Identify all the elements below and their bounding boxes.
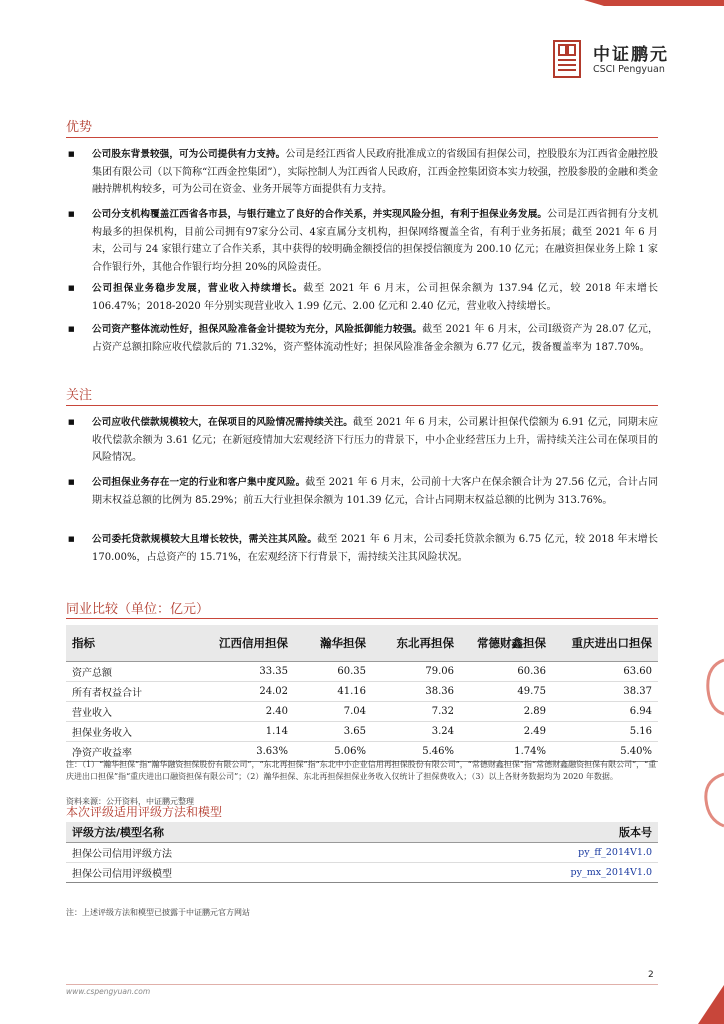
table-row	[66, 722, 658, 742]
table-cell: 6.94	[552, 702, 658, 722]
rating-method-table	[66, 822, 658, 883]
section-title-method: 本次评级适用评级方法和模型	[66, 805, 223, 819]
section-divider	[66, 618, 658, 619]
bullet-icon: ■	[68, 284, 75, 292]
item-body: 截至 2021 年 6 月末，公司委托贷款余额为 6.75 亿元，较 2018 年末增长 170.00%，占总资产的 15.71%，在宏观经济下行背景下，需持续关注其风险状况。	[92, 534, 659, 563]
table-cell: 24.02	[204, 682, 294, 702]
section-divider	[66, 405, 658, 406]
table-row	[66, 843, 658, 863]
table-cell: 资产总额	[66, 662, 204, 682]
section-title-peer: 同业比较（单位：亿元）	[66, 602, 210, 617]
item-lead: 公司担保业务存在一定的行业和客户集中度风险。	[92, 477, 306, 488]
bullet-icon: ■	[68, 418, 75, 426]
column-header: 指标	[66, 625, 204, 662]
table-cell: 5.06%	[294, 742, 372, 762]
data-source: 资料来源：公开资料，中证鹏元整理	[66, 797, 194, 806]
company-logo	[553, 40, 693, 82]
table-cell: 5.46%	[372, 742, 460, 762]
table-cell: 净资产收益率	[66, 742, 204, 762]
bullet-icon: ■	[68, 535, 75, 543]
item-body: 公司是江西省拥有分支机构最多的担保机构，目前公司拥有97家分公司、4家直属分支机构，担保网络覆盖全省，有利于业务拓展；截至 2021 年 6 月末，公司与 24 家银行建立了合作关系，其中获得的较明确金额授信的担保授信额度为 200.10 亿元；在融资担保业务上除 1 家合作银行外，其他合作银行均分担 20%的风险责任。	[92, 209, 659, 273]
logo-english-name: CSCI Pengyuan	[593, 64, 665, 75]
column-header: 版本号	[389, 822, 658, 843]
table-cell: 5.40%	[552, 742, 658, 762]
table-cell: 所有者权益合计	[66, 682, 204, 702]
table-cell: 担保公司信用评级方法	[66, 843, 389, 863]
section-title-concerns: 关注	[66, 388, 93, 403]
table-header-row	[66, 625, 658, 662]
table-cell: 营业收入	[66, 702, 204, 722]
item-lead: 公司分支机构覆盖江西省各市县，与银行建立了良好的合作关系，并实现风险分担，有利于担保业务发展。	[92, 209, 548, 220]
concern-item	[68, 531, 658, 566]
table-cell: 79.06	[372, 662, 460, 682]
table-cell: 担保公司信用评级模型	[66, 863, 389, 883]
table-row	[66, 863, 658, 883]
strength-item	[68, 206, 658, 276]
page-number: 2	[648, 970, 654, 980]
item-body: 截至 2021 年 6 月末，公司担保余额为 137.94 亿元，较 2018 年末增长 106.47%；2018-2020 年分别实现营业收入 1.99 亿元、2.00 亿元和 2.40 亿元，营业收入持续增长。	[92, 283, 659, 312]
item-body: 截至 2021 年 6 月末，公司累计担保代偿额为 6.91 亿元，同期末应收代偿款余额为 3.61 亿元；在新冠疫情加大宏观经济下行压力的背景下，中小企业经营压力上升，需持续关注公司在保项目的风险情况。	[92, 417, 658, 463]
bullet-icon: ■	[68, 210, 75, 218]
column-header: 评级方法/模型名称	[66, 822, 389, 843]
item-lead: 公司担保业务稳步发展，营业收入持续增长。	[92, 283, 304, 294]
table-cell: 41.16	[294, 682, 372, 702]
table-cell: 38.37	[552, 682, 658, 702]
concern-item	[68, 414, 658, 467]
item-body: 公司是经江西省人民政府批准成立的省级国有担保公司，控股股东为江西省金融控股集团有限公司（以下简称“江西金控集团”），实际控制人为江西省人民政府，江西金控集团资本实力较强，控股参股的金融和类金融持牌机构较多，可为公司在资金、业务开展等方面提供有力支持。	[92, 149, 659, 195]
item-lead: 公司委托贷款规模较大且增长较快，需关注其风险。	[92, 534, 318, 545]
column-header: 瀚华担保	[294, 625, 372, 662]
item-lead: 公司股东背景较强，可为公司提供有力支持。	[92, 149, 286, 160]
concern-item	[68, 474, 658, 509]
table-cell: 60.36	[460, 662, 552, 682]
footer-divider	[66, 984, 658, 985]
table-cell: 33.35	[204, 662, 294, 682]
table-cell: 1.74%	[460, 742, 552, 762]
item-body: 截至 2021 年 6 月末，公司Ⅰ级资产为 28.07 亿元，占资产总额扣除应收代偿款后的 71.32%，资产整体流动性好；担保风险准备金余额为 6.77 亿元，拨备覆盖率为 187.70%。	[92, 324, 658, 353]
section-divider	[66, 137, 658, 138]
item-body: 截至 2021 年 6 月末，公司前十大客户在保余额合计为 27.56 亿元，合计占同期末权益总额的比例为 85.29%；前五大行业担保余额为 101.39 亿元，合计占同期末权益总额的比例为 313.76%。	[92, 477, 659, 506]
pengyuan-logo-icon	[553, 40, 581, 78]
bullet-icon: ■	[68, 325, 75, 333]
table-cell: 3.63%	[204, 742, 294, 762]
strength-item	[68, 321, 658, 356]
table-cell: py_ff_2014V1.0	[389, 843, 658, 863]
table-cell: 2.40	[204, 702, 294, 722]
table-cell: 38.36	[372, 682, 460, 702]
item-lead: 公司资产整体流动性好，担保风险准备金计提较为充分，风险抵御能力较强。	[92, 324, 423, 335]
table-row	[66, 662, 658, 682]
peer-comparison-table	[66, 625, 658, 762]
table-cell: 7.32	[372, 702, 460, 722]
footer-website: www.cspengyuan.com	[66, 987, 151, 996]
bullet-icon: ■	[68, 150, 75, 158]
table-cell: 7.04	[294, 702, 372, 722]
item-lead: 公司应收代偿款规模较大，在保项目的风险情况需持续关注。	[92, 417, 353, 428]
table-row	[66, 682, 658, 702]
seal-watermark-icon	[700, 640, 724, 830]
column-header: 东北再担保	[372, 625, 460, 662]
table-cell: 2.89	[460, 702, 552, 722]
corner-decoration	[690, 985, 724, 1024]
table-cell: 担保业务收入	[66, 722, 204, 742]
column-header: 江西信用担保	[204, 625, 294, 662]
table-cell: 2.49	[460, 722, 552, 742]
peer-table-note: 注：（1）“瀚华担保”指“瀚华融资担保股份有限公司”，“东北再担保”指“东北中小企业信用再担保股份有限公司”，“常德财鑫担保”指“常德财鑫融资担保有限公司”，“重庆进出口担保”指“重庆进出口融资担保有限公司”；（2）瀚华担保、东北再担保担保业务收入仅统计了担保费收入；（3）以上各财务数据均为 2020 年数据。	[66, 760, 657, 781]
column-header: 常德财鑫担保	[460, 625, 552, 662]
table-header-row	[66, 822, 658, 843]
table-cell: 60.35	[294, 662, 372, 682]
column-header: 重庆进出口担保	[552, 625, 658, 662]
strength-item	[68, 146, 658, 199]
section-title-strengths: 优势	[66, 120, 93, 135]
table-row	[66, 702, 658, 722]
table-cell: py_mx_2014V1.0	[389, 863, 658, 883]
table-cell: 3.24	[372, 722, 460, 742]
table-cell: 3.65	[294, 722, 372, 742]
strength-item	[68, 280, 658, 315]
table-cell: 5.16	[552, 722, 658, 742]
corner-decoration	[564, 0, 724, 14]
logo-chinese-name: 中证鹏元	[593, 45, 669, 65]
table-cell: 1.14	[204, 722, 294, 742]
method-note: 注：上述评级方法和模型已披露于中证鹏元官方网站	[66, 908, 250, 917]
bullet-icon: ■	[68, 478, 75, 486]
table-cell: 49.75	[460, 682, 552, 702]
table-cell: 63.60	[552, 662, 658, 682]
